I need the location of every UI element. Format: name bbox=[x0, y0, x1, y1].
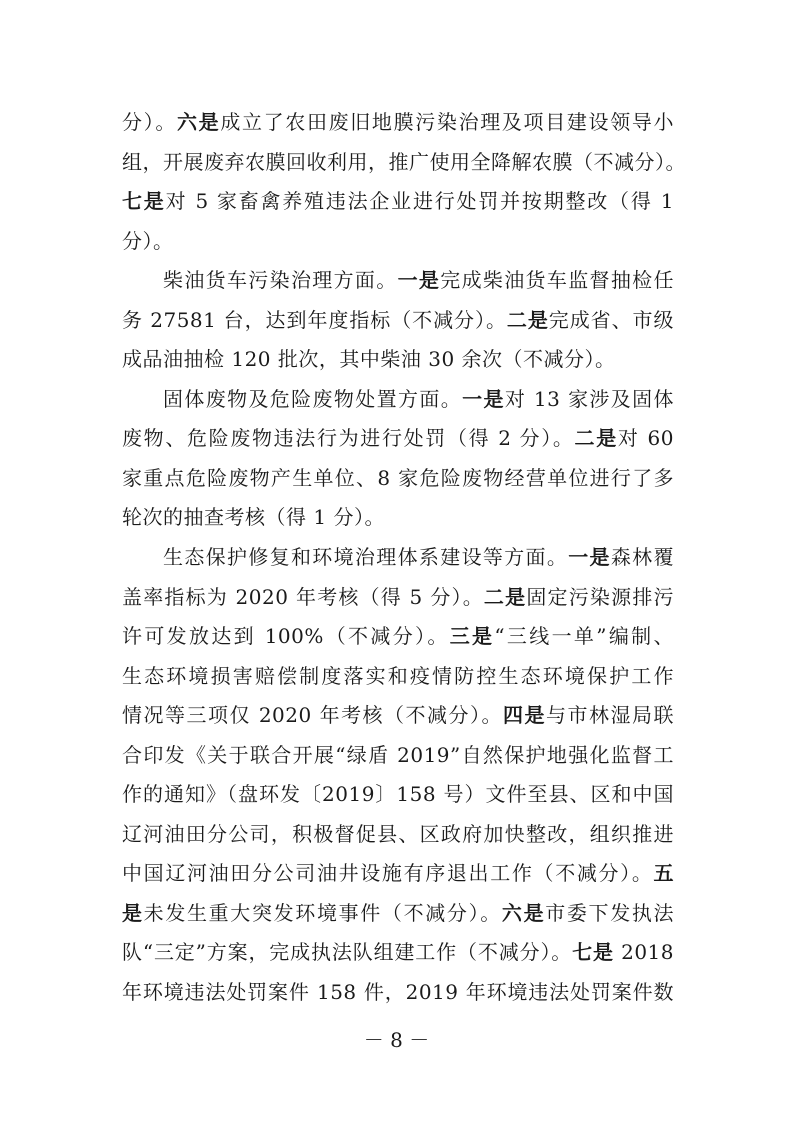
text-line bbox=[122, 380, 674, 420]
bold-marker: 一是 bbox=[568, 545, 611, 570]
text-line bbox=[122, 538, 674, 578]
bold-marker: 一是 bbox=[397, 268, 441, 293]
text-segment: 成品油抽检 120 批次，其中柴油 30 余次（不减分）。 bbox=[122, 347, 616, 372]
text-line bbox=[122, 815, 674, 855]
bold-marker: 七是 bbox=[572, 940, 614, 965]
text-line bbox=[122, 696, 674, 736]
text-segment: 许可发放达到 100%（不减分）。 bbox=[122, 624, 450, 649]
text-line bbox=[122, 657, 674, 697]
bold-marker: 六是 bbox=[176, 110, 221, 134]
text-segment: 组，开展废弃农膜回收利用，推广使用全降解农膜（不减分）。 bbox=[122, 149, 686, 174]
text-segment: 辽河油田分公司，积极督促县、区政府加快整改，组织推进 bbox=[122, 821, 674, 846]
text-segment: 分）。 bbox=[122, 228, 174, 253]
text-segment: 对 13 家涉及固体 bbox=[504, 386, 675, 411]
text-line bbox=[122, 894, 674, 934]
text-line bbox=[122, 854, 674, 894]
text-segment: 中国辽河油田分公司油井设施有序退出工作（不减分）。 bbox=[122, 861, 654, 886]
text-segment: 年环境违法处罚案件 158 件，2019 年环境违法处罚案件数 bbox=[122, 980, 674, 1005]
bold-marker: 一是 bbox=[462, 386, 505, 411]
text-segment: 合印发《关于联合开展“绿盾 2019”自然保护地强化监督工 bbox=[122, 742, 674, 767]
bold-marker: 三是 bbox=[449, 624, 495, 649]
body-text bbox=[122, 103, 686, 1013]
text-segment: 盖率指标为 2020 年考核（得 5 分）。 bbox=[122, 584, 484, 609]
bold-marker: 七是 bbox=[122, 189, 166, 214]
text-line bbox=[122, 973, 674, 1013]
bold-marker: 二是 bbox=[574, 426, 618, 451]
text-line bbox=[122, 222, 674, 262]
bold-marker: 五 bbox=[653, 861, 674, 886]
text-line bbox=[122, 301, 674, 341]
text-segment: 生态环境损害赔偿制度落实和疫情防控生态环境保护工作 bbox=[122, 663, 674, 688]
text-segment: 对 60 bbox=[617, 426, 674, 451]
text-line bbox=[122, 419, 674, 459]
text-segment: 对 5 家畜禽养殖违法企业进行处罚并按期整改（得 1 bbox=[165, 189, 674, 214]
text-line bbox=[122, 459, 674, 499]
text-line bbox=[122, 775, 674, 815]
text-line bbox=[122, 617, 674, 657]
text-line bbox=[122, 103, 674, 143]
text-segment: 固体废物及危险废物处置方面。 bbox=[163, 386, 463, 411]
text-line bbox=[122, 261, 674, 301]
bold-marker: 六是 bbox=[501, 900, 546, 925]
text-segment: 完成省、市级 bbox=[548, 307, 675, 332]
text-segment: “三线一单”编制、 bbox=[494, 624, 674, 649]
text-segment: 与市林湿局联 bbox=[546, 703, 675, 728]
text-segment: 森林覆 bbox=[610, 545, 675, 570]
bold-marker: 二是 bbox=[483, 584, 527, 609]
text-segment: 情况等三项仅 2020 年考核（不减分）。 bbox=[122, 703, 504, 728]
text-segment: 成立了农田废旧地膜污染治理及项目建设领导小 bbox=[220, 110, 675, 134]
text-segment: 分）。 bbox=[122, 110, 177, 134]
text-segment: 务 27581 台，达到年度指标（不减分）。 bbox=[122, 307, 507, 332]
text-line bbox=[122, 498, 674, 538]
text-line bbox=[122, 933, 674, 973]
text-line bbox=[122, 143, 686, 183]
text-segment: 作的通知》（盘环发〔2019〕158 号）文件至县、区和中国 bbox=[122, 782, 674, 807]
text-segment: 废物、危险废物违法行为进行处罚（得 2 分）。 bbox=[122, 426, 575, 451]
text-segment: 未发生重大突发环境事件（不减分）。 bbox=[143, 900, 502, 925]
text-segment: 生态保护修复和环境治理体系建设等方面。 bbox=[163, 545, 569, 570]
text-line bbox=[122, 340, 674, 380]
text-segment: 完成柴油货车监督抽检任 bbox=[440, 268, 675, 293]
bold-marker: 二是 bbox=[506, 307, 549, 332]
text-segment: 柴油货车污染治理方面。 bbox=[163, 268, 398, 293]
text-segment: 市委下发执法 bbox=[545, 900, 675, 925]
text-line bbox=[122, 578, 674, 618]
text-line bbox=[122, 182, 674, 222]
bold-marker: 是 bbox=[122, 900, 144, 925]
text-segment: 2018 bbox=[613, 940, 675, 965]
bold-marker: 四是 bbox=[503, 703, 547, 728]
text-segment: 轮次的抽查考核（得 1 分）。 bbox=[122, 505, 385, 530]
text-segment: 队“三定”方案，完成执法队组建工作（不减分）。 bbox=[122, 940, 573, 965]
page-number: － 8 － bbox=[363, 1028, 430, 1052]
text-line bbox=[122, 736, 674, 776]
text-segment: 固定污染源排污 bbox=[526, 584, 675, 609]
text-segment: 家重点危险废物产生单位、8 家危险废物经营单位进行了多 bbox=[122, 465, 674, 490]
